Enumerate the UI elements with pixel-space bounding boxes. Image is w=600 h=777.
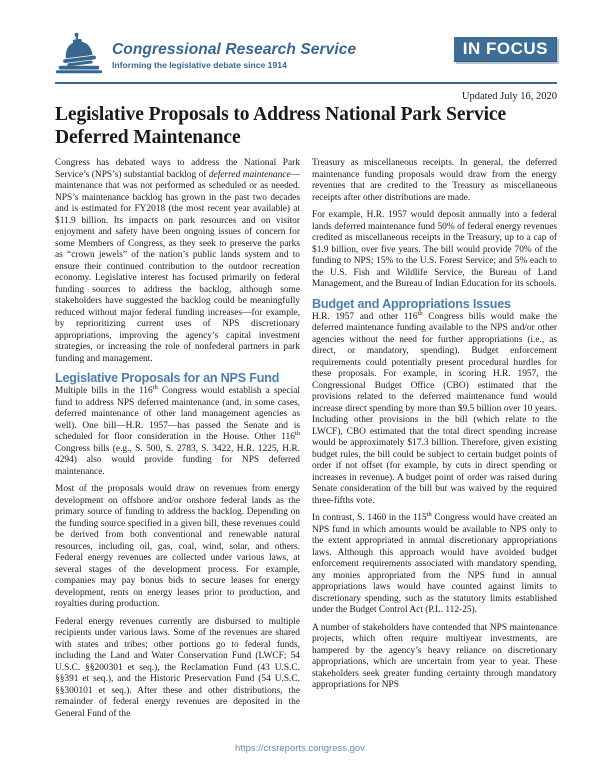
document-header — [0, 0, 600, 82]
paragraph: Most of the proposals would draw on revenues from energy development on offshore and/or onshore federal lands as the primary source of funding to address the backlog. Depending on the funding source specified in a given bill, these revenues could be derived from both conventional and renewable natural resources, including oil, gas, coal, wind, solar, and others. Federal energy revenues are collected under various laws, at several stages of the development process. For example, companies may pay bonus bids to secure leases for energy development, rents on energy leases prior to production, and royalties during production. — [55, 484, 300, 610]
article-columns — [0, 158, 600, 726]
paragraph: In contrast, S. 1460 in the 115th Congress would have created an NPS fund in which amounts would be available to NPS only to the extent appropriated in annual discretionary appropriations laws. Although this approach would have avoided budget enforcement requirements associated with mandatory spending, any monies appropriated from the NPS fund in annual appropriations laws would have counted against limits to discretionary spending, such as the statutory limits established under the Budget Control Act (P.L. 112-25). — [312, 511, 557, 616]
document-title: Legislative Proposals to Address National Park Service Deferred Maintenance — [55, 104, 507, 148]
updated-date: Updated July 16, 2020 — [461, 91, 557, 102]
crs-logo — [55, 30, 356, 76]
paragraph: Treasury as miscellaneous receipts. In general, the deferred maintenance funding proposals would draw from the energy revenues that are credited to the Treasury as miscellaneous receipts after other distributions are made. — [312, 158, 557, 203]
section-heading-budget-appropriations: Budget and Appropriations Issues — [312, 296, 511, 311]
brand-name: Congressional Research Service — [112, 40, 357, 58]
footer-url-link[interactable]: https://crsreports.congress.gov — [235, 743, 365, 754]
in-focus-badge: IN FOCUS — [454, 37, 557, 62]
left-column — [55, 158, 300, 726]
capitol-dome-icon — [55, 30, 103, 76]
section-heading-nps-fund: Legislative Proposals for an NPS Fund — [55, 371, 280, 386]
paragraph: Multiple bills in the 116th Congress would establish a special fund to address NPS deferred maintenance (and, in some cases, deferred maintenance of other land management agencies as well). One bill—H.R. 1957—has passed the Senate and is scheduled for floor consideration in the House. Other 116th Congress bills (e.g., S. 500, S. 2783, S. 3422, H.R. 1225, H.R. 4294) also would provide funding for NPS deferred maintenance. — [55, 384, 300, 477]
paragraph: For example, H.R. 1957 would deposit annually into a federal lands deferred maintenance fund 50% of federal energy revenues credited as miscellaneous receipts in the Treasury, up to a cap of $1.9 billion, over five years. The bill would provide 70% of the funding to NPS; 15% to the U.S. Forest Service; and 5% each to the U.S. Fish and Wildlife Service, the Bureau of Land Management, and the Bureau of Indian Education for its schools. — [312, 210, 557, 290]
brand-tagline: Informing the legislative debate since 1914 — [112, 60, 287, 70]
paragraph: Congress has debated ways to address the National Park Service’s (NPS’s) substantial backlog of deferred maintenance—maintenance that was not performed as scheduled or as needed. NPS’s maintenance backlog has grown in the past two decades and is estimated for FY2018 (the most recent year available) at $11.9 billion. Its impacts on park resources and on visitor enjoyment and safety have been ongoing issues of concern for some Members of Congress, as they seek to preserve the parks as “crown jewels” of the nation’s public lands system and to ensure their continued contribution to the outdoor recreation economy. Legislative interest has focused primarily on federal funding sources to address the backlog, although some stakeholders have suggested the backlog could be meaningfully reduced without major federal funding increases—for example, by reprioritizing current uses of NPS discretionary appropriations, improving the agency’s capital investment strategies, or increasing the role of nonfederal partners in park funding and management. — [55, 158, 300, 364]
right-column — [312, 158, 557, 726]
document-footer — [0, 738, 600, 756]
paragraph: A number of stakeholders have contended that NPS maintenance projects, which often require multiyear investments, are hampered by the agency’s heavy reliance on discretionary appropriations, which are uncertain from year to year. These stakeholders seek greater funding certainty through mandatory appropriations for NPS — [312, 622, 557, 691]
header-rule — [55, 82, 557, 84]
paragraph: Federal energy revenues currently are disbursed to multiple recipients under various laws. Some of the revenues are shared with states and tribes; other portions go to federal funds, including the Land and Water Conservation Fund (LWCF; 54 U.S.C. §§200301 et seq.), the Reclamation Fund (43 U.S.C. §§391 et seq.), and the Historic Preservation Fund (54 U.S.C. §§300101 et seq.). After these and other distributions, the remainder of federal energy revenues are deposited in the General Fund of the — [55, 616, 300, 719]
paragraph: H.R. 1957 and other 116th Congress bills would make the deferred maintenance funding available to the NPS and/or other agencies without the need for further appropriations (i.e., as direct, or mandatory, spending). Budget enforcement requirements could potentially present procedural hurdles for these proposals. For example, in scoring H.R. 1957, the Congressional Budget Office (CBO) estimated that the provisions related to the deferred maintenance fund would increase direct spending by more than $9.5 billion over 10 years. Including other provisions in the bill (which relate to the LWCF), CBO estimated that the total direct spending increase would be approximately $17.3 billion. Therefore, given existing budget rules, the bill could be subject to certain budget points of order if not offset (for example, by cuts in direct spending or increases in revenue). A budget point of order was raised during Senate consideration of the bill but was waived by the required three-fifths vote. — [312, 309, 557, 506]
